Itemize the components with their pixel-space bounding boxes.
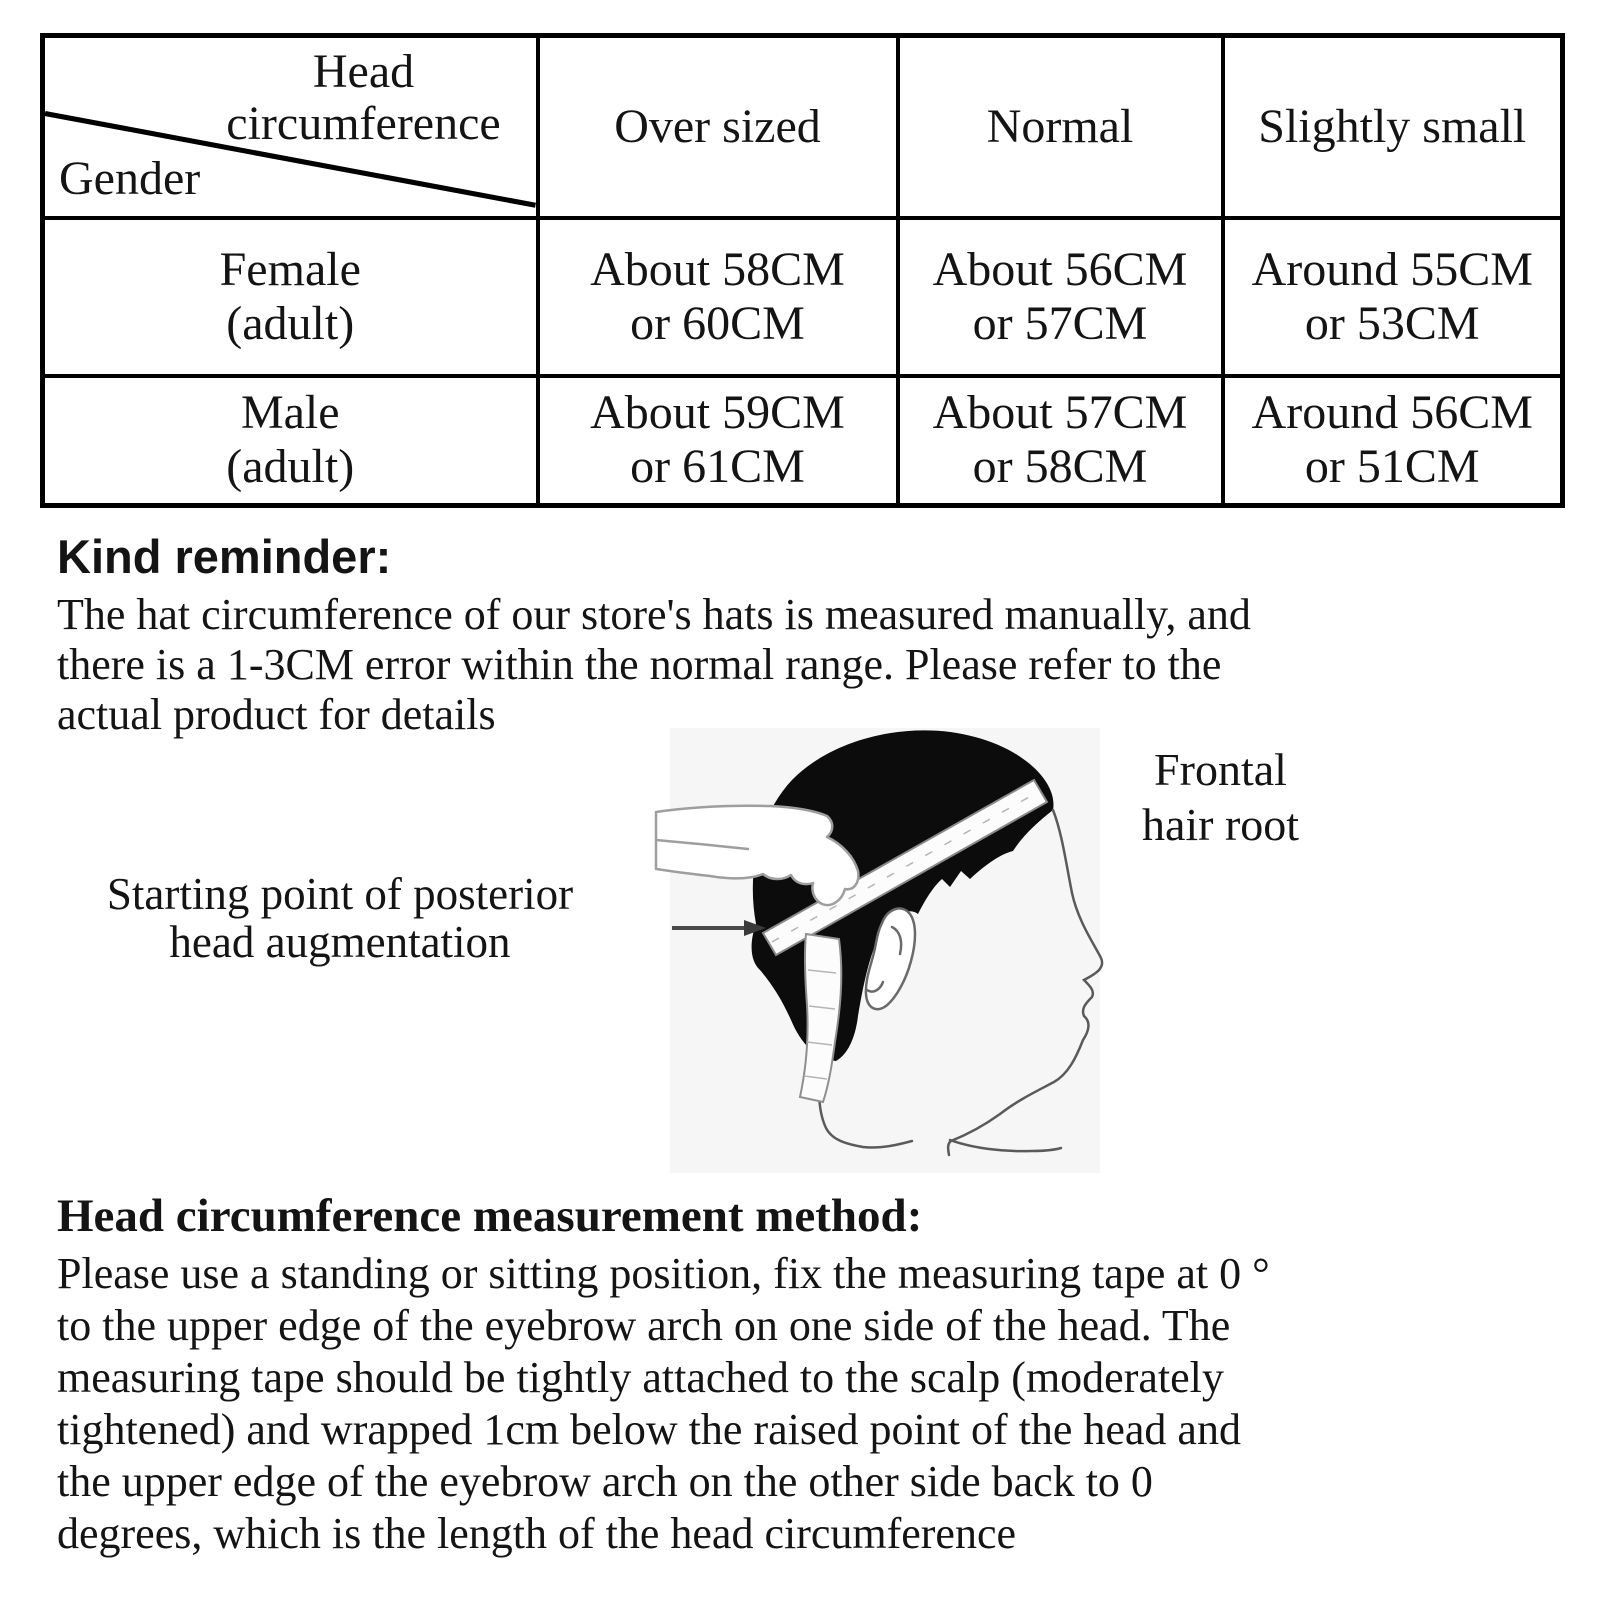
method-text-line: Please use a standing or sitting position, fix the measuring tape at 0 ° — [57, 1249, 1270, 1298]
method-text-line: measuring tape should be tightly attached to the scalp (moderately — [57, 1353, 1224, 1402]
posterior-label-line: head augmentation — [169, 917, 511, 967]
posterior-head-label — [40, 870, 640, 966]
cell-female-normal — [898, 218, 1223, 376]
header-gender: Gender — [59, 151, 201, 205]
cell-line: About 56CM — [932, 242, 1188, 296]
measurement-method-heading: Head circumference measurement method: — [57, 1190, 923, 1242]
cell-male-oversized — [538, 376, 898, 506]
cell-line: About 57CM — [932, 386, 1188, 440]
reminder-text-line: The hat circumference of our store's hats is measured manually, and — [57, 590, 1251, 639]
header-head-circumference: Head circumference — [226, 45, 501, 150]
row-label-line: Male — [240, 386, 340, 440]
cell-male-normal — [898, 376, 1223, 506]
cell-line: or 60CM — [630, 296, 805, 350]
row-label-line: (adult) — [226, 296, 355, 350]
table-header-row — [43, 36, 1563, 218]
cell-male-slightly-small — [1223, 376, 1563, 506]
cell-line: Around 56CM — [1251, 386, 1533, 440]
row-label-line: Female — [219, 242, 361, 296]
column-header-over-sized: Over sized — [538, 36, 898, 218]
frontal-label-line: hair root — [1141, 799, 1300, 850]
method-text-line: to the upper edge of the eyebrow arch on one side of the head. The — [57, 1301, 1231, 1350]
cell-line: or 58CM — [972, 440, 1148, 494]
frontal-label-line: Frontal — [1154, 744, 1287, 795]
method-text-line: tightened) and wrapped 1cm below the raised point of the head and — [57, 1405, 1241, 1454]
head-circumference-table — [40, 33, 1565, 508]
cell-line: or 57CM — [972, 296, 1148, 350]
table-row-female — [43, 218, 1563, 376]
cell-line: About 59CM — [590, 386, 845, 440]
diagonal-header-cell — [43, 36, 538, 218]
posterior-label-line: Starting point of posterior — [106, 869, 574, 919]
row-label-female — [43, 218, 538, 376]
method-text-line: degrees, which is the length of the head circumference — [57, 1509, 1017, 1558]
method-text-line: the upper edge of the eyebrow arch on the other side back to 0 — [57, 1457, 1153, 1506]
cell-line: or 61CM — [630, 440, 805, 494]
table-row-male — [43, 376, 1563, 506]
column-header-slightly-small: Slightly small — [1223, 36, 1563, 218]
cell-line: Around 55CM — [1251, 242, 1533, 296]
head-measurement-illustration — [620, 728, 1180, 1178]
reminder-text-line: there is a 1-3CM error within the normal range. Please refer to the — [57, 640, 1222, 689]
row-label-male — [43, 376, 538, 506]
reminder-text-line: actual product for details — [57, 690, 496, 739]
frontal-hair-root-label — [1103, 742, 1338, 852]
row-label-line: (adult) — [226, 440, 355, 494]
cell-female-oversized — [538, 218, 898, 376]
cell-line: or 53CM — [1304, 296, 1480, 350]
column-header-normal: Normal — [898, 36, 1223, 218]
cell-line: or 51CM — [1304, 440, 1480, 494]
cell-line: About 58CM — [590, 242, 845, 296]
cell-female-slightly-small — [1223, 218, 1563, 376]
kind-reminder-heading: Kind reminder: — [57, 530, 392, 583]
